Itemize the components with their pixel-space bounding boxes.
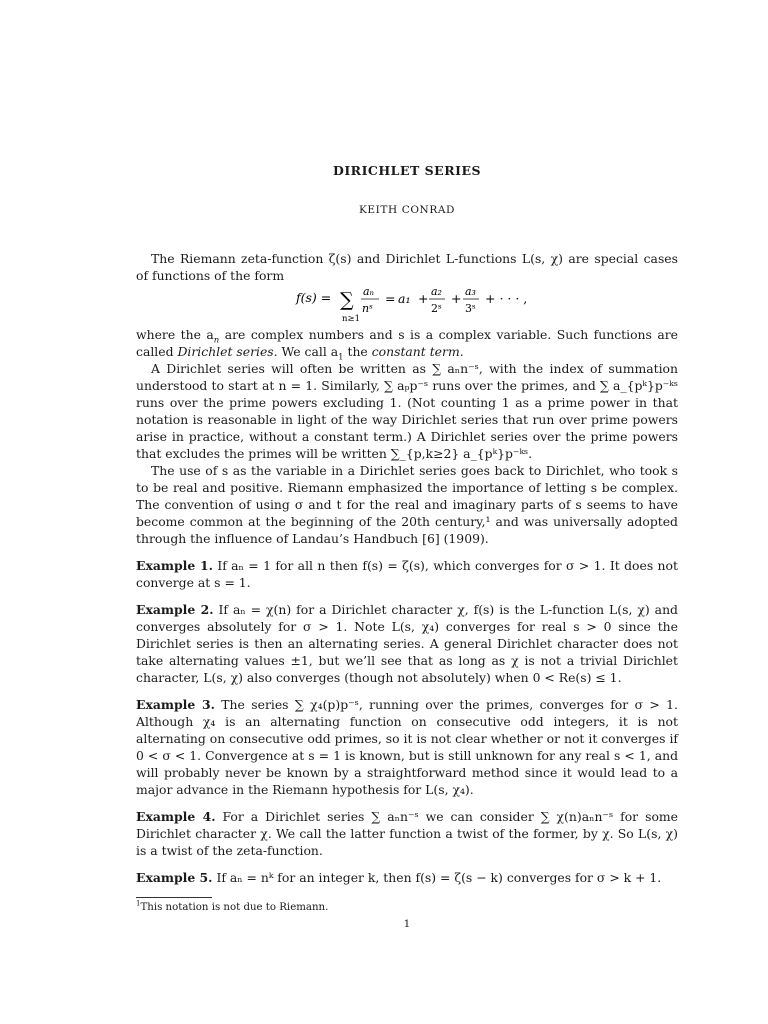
example-1 bbox=[136, 557, 678, 591]
example-2 bbox=[136, 601, 678, 686]
example-5 bbox=[136, 869, 678, 886]
intro-paragraph: The Riemann zeta-function ζ(s) and Dirichlet L-functions L(s, χ) are special cases of functions of the form bbox=[136, 251, 678, 283]
display-equation bbox=[136, 286, 678, 322]
eq-sum-sub: n≥1 bbox=[342, 314, 361, 324]
eq-a1: a₁ bbox=[398, 291, 411, 306]
eq-lhs: f(s) = bbox=[296, 290, 332, 305]
example-text: The series ∑ χ₄(p)p⁻ˢ, running over the primes, converges for σ > 1. Although χ₄ is an alternating function on consecutive odd integers, it is not alternating on consecutive odd primes, so it is not clear whether or not it converges if 0 < σ < 1. Convergence at s = 1 is known, but is still unknown for any real s < 1, and will probably never be known by a straightforward method since it would lead to a major advance in the Riemann hypothesis for L(s, χ₄). bbox=[136, 697, 678, 797]
footnote bbox=[136, 899, 678, 913]
eq-frac1-den: nˢ bbox=[362, 302, 373, 315]
eq-eq2: = bbox=[385, 291, 396, 306]
footnote-rule bbox=[136, 897, 212, 898]
page-number: 1 bbox=[403, 918, 411, 930]
example-text: If aₙ = 1 for all n then f(s) = ζ(s), which converges for σ > 1. It does not converge at s = 1. bbox=[136, 558, 678, 590]
paper-title: DIRICHLET SERIES bbox=[333, 163, 481, 178]
eq-frac1-num: aₙ bbox=[363, 285, 375, 298]
eq-frac3-den: 3ˢ bbox=[465, 302, 476, 315]
eq-plus1: + bbox=[418, 291, 429, 306]
example-text: If aₙ = nᵏ for an integer k, then f(s) = ζ(s − k) converges for σ > k + 1. bbox=[216, 870, 662, 885]
eq-sum-sign: ∑ bbox=[340, 289, 354, 311]
eq-frac3-num: a₃ bbox=[465, 285, 476, 298]
eq-frac2-num: a₂ bbox=[431, 285, 442, 298]
eq-plus2: + bbox=[451, 291, 462, 306]
paper-author: KEITH CONRAD bbox=[358, 204, 456, 216]
footnote-mark: 1 bbox=[136, 899, 141, 908]
eq-tail: + · · · , bbox=[485, 291, 528, 306]
after-display-text: where the $a_n$ are complex numbers and s is a complex variable. Such functions are called Dirichlet series. We call $a_1$ the constant term. bbox=[136, 327, 678, 363]
footnote-text: This notation is not due to Riemann. bbox=[140, 902, 329, 913]
eq-frac2-den: 2ˢ bbox=[431, 302, 442, 315]
equation-graphic bbox=[136, 286, 678, 326]
paragraph-3: The use of s as the variable in a Dirichlet series goes back to Dirichlet, who took s to be real and positive. Riemann emphasized the importance of letting s be complex. The convention of using σ and t for the real and imaginary parts of s seems to have become common at the beginning of the 20th century,¹ and was universally adopted through the influence of Landau’s Handbuch [6] (1909). bbox=[136, 463, 678, 546]
example-label: Example 2. bbox=[136, 602, 214, 617]
example-text: If aₙ = χ(n) for a Dirichlet character χ, f(s) is the L-function L(s, χ) and converges absolutely for σ > 1. Note L(s, χ₄) converges for real s > 0 since the Dirichlet series is then an alternating series. A general Dirichlet character does not take alternating values ±1, but we’ll see that as long as χ is not a trivial Dirichlet character, L(s, χ) also converges (though not absolutely) when 0 < Re(s) ≤ 1. bbox=[136, 602, 678, 685]
paper-body bbox=[136, 250, 678, 886]
example-label: Example 1. bbox=[136, 558, 213, 573]
example-text: For a Dirichlet series ∑ aₙn⁻ˢ we can consider ∑ χ(n)aₙn⁻ˢ for some Dirichlet character χ. We call the latter function a twist of the former, by χ. So L(s, χ) is a twist of the zeta-function. bbox=[136, 809, 678, 858]
example-4 bbox=[136, 808, 678, 859]
example-3 bbox=[136, 696, 678, 798]
paragraph-2: A Dirichlet series will often be written as ∑ aₙn⁻ˢ, with the index of summation understood to start at n = 1. Similarly, ∑ aₚp⁻ˢ runs over the primes, and ∑ a_{pᵏ}p⁻ᵏˢ runs over the prime powers excluding 1. (Not counting 1 as a prime power in that notation is reasonable in light of the way Dirichlet series that run over prime powers arise in practice, without a constant term.) A Dirichlet series over the prime powers that excludes the primes will be written ∑_{p,k≥2} a_{pᵏ}p⁻ᵏˢ. bbox=[136, 361, 678, 461]
example-label: Example 4. bbox=[136, 809, 216, 824]
example-label: Example 5. bbox=[136, 870, 213, 885]
example-label: Example 3. bbox=[136, 697, 215, 712]
